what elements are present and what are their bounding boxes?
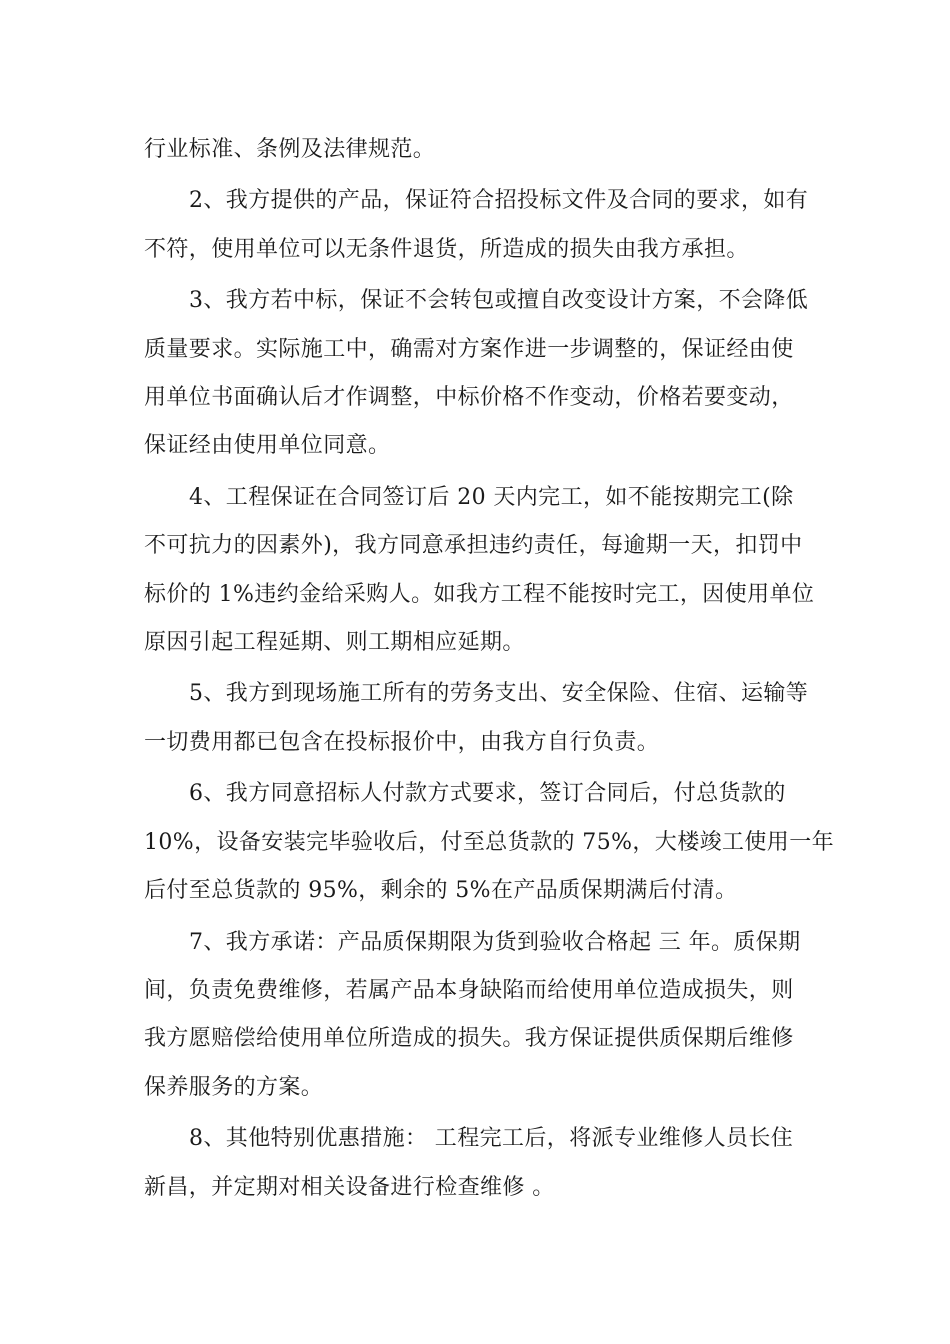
text-line: 5、我方到现场施工所有的劳务支出、安全保险、住宿、运输等 xyxy=(189,681,809,707)
paragraph-clause-5 xyxy=(144,670,814,767)
text-line: 保养服务的方案。 xyxy=(144,1074,324,1100)
paragraph-intro-continuation xyxy=(144,126,814,174)
text-line: 我方愿赔偿给使用单位所造成的损失。我方保证提供质保期后维修 xyxy=(144,1026,794,1052)
document-body xyxy=(144,126,834,1215)
text-line: 保证经由使用单位同意。 xyxy=(144,433,391,459)
paragraph-clause-6 xyxy=(144,770,834,915)
text-line: 4、工程保证在合同签订后 20 天内完工，如不能按期完工(除 xyxy=(189,484,794,510)
text-line: 一切费用都已包含在投标报价中，由我方自行负责。 xyxy=(144,729,660,755)
text-line: 3、我方若中标，保证不会转包或擅自改变设计方案，不会降低 xyxy=(189,288,809,314)
text-line: 原因引起工程延期、则工期相应延期。 xyxy=(144,630,525,656)
text-line: 标价的 1%违约金给采购人。如我方工程不能按时完工，因使用单位 xyxy=(144,581,815,607)
text-line: 7、我方承诺：产品质保期限为货到验收合格起 三 年。质保期 xyxy=(189,929,801,955)
text-line: 6、我方同意招标人付款方式要求，签订合同后，付总货款的 xyxy=(189,781,786,807)
text-line: 不符，使用单位可以无条件退货，所造成的损失由我方承担。 xyxy=(144,236,749,262)
paragraph-clause-8 xyxy=(144,1115,814,1212)
text-line: 2、我方提供的产品，保证符合招投标文件及合同的要求，如有 xyxy=(189,188,809,214)
text-line: 10%，设备安装完毕验收后，付至总货款的 75%，大楼竣工使用一年 xyxy=(144,829,834,855)
text-line: 用单位书面确认后才作调整，中标价格不作变动，价格若要变动， xyxy=(144,385,794,411)
text-line: 质量要求。实际施工中，确需对方案作进一步调整的，保证经由使 xyxy=(144,336,794,362)
text-line: 后付至总货款的 95%，剩余的 5%在产品质保期满后付清。 xyxy=(144,878,738,904)
text-line: 8、其他特别优惠措施： 工程完工后，将派专业维修人员长住 xyxy=(189,1126,794,1152)
paragraph-clause-3 xyxy=(144,277,814,471)
text-line: 行业标准、条例及法律规范。 xyxy=(144,137,436,162)
text-line: 不可抗力的因素外)，我方同意承担违约责任，每逾期一天，扣罚中 xyxy=(144,533,803,559)
paragraph-clause-7 xyxy=(144,919,814,1113)
text-line: 新昌，并定期对相关设备进行检查维修 。 xyxy=(144,1174,555,1200)
text-line: 间，负责免费维修，若属产品本身缺陷而给使用单位造成损失，则 xyxy=(144,977,794,1003)
paragraph-clause-4 xyxy=(144,474,814,668)
paragraph-clause-2 xyxy=(144,177,814,274)
